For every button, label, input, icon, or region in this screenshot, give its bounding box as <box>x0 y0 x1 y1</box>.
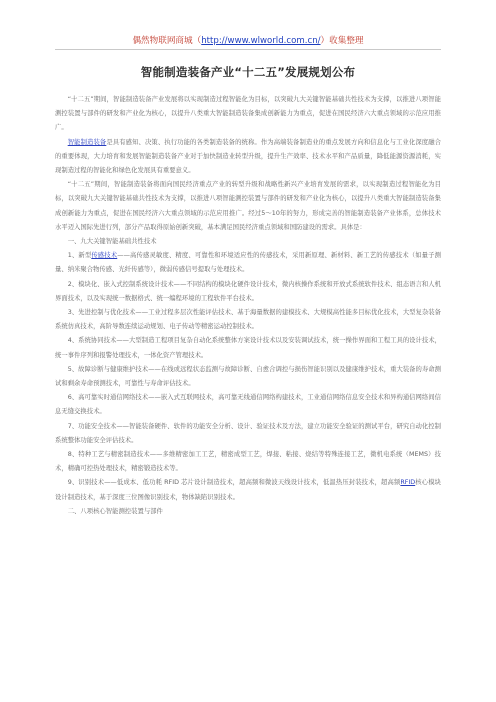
paragraph-intro: “十二五”期间，智能制造装备产业发展将以实现制造过程智能化为目标，以突破九大关键智能基础共性技术为支撑，以推进八项智能测控装置与部件的研发和产业化为核心，以提升八类重大智能制造装备集成创新能力为重点，促进在国民经济六大重点领域的示范应用推广。 <box>55 96 441 132</box>
list-item-9: 9、识别技术——低成本、低功耗 RFID 芯片设计制造技术，超高频和微波天线设计技术，低温热压封装技术，超高频RFID核心模块设计制造技术，基于深度三位图像识别技术，物体缺陷识别技术。 <box>55 479 441 501</box>
list-item-5: 5、故障诊断与健康维护技术——在线或远程状态监测与故障诊断、自愈合调控与损伤智能识别以及健康维护技术，重大装备的寿命测试和剩余寿命预测技术，可靠性与寿命评估技术。 <box>55 365 441 388</box>
list-item-6: 6、高可靠实时通信网络技术——嵌入式互联网技术，高可靠无线通信网络构建技术，工业通信网络信息安全技术和异构通信网络间信息无缝交换技术。 <box>55 394 441 416</box>
paragraph-definition: 智能制造装备是具有感知、决策、执行功能的各类制造装备的统称。作为高端装备制造业的重点发展方向和信息化与工业化深度融合的重要体现，大力培育和发展智能制造装备产业对于加快制造业转型升级，提升生产效率、技术水平和产品质量，降低能源资源消耗，实现制造过程的智能化和绿色化发展具有重要意义。 <box>55 138 441 175</box>
section-heading-1: 一、九大关键智能基础共性技术 <box>67 238 157 246</box>
list-item-3: 3、先进控制与优化技术——工业过程多层次性能评估技术、基于海量数据的建模技术、大规模高性能多目标优化技术，大型复杂装备系统仿真技术，高阶导数连续运动规划、电子传动等精密运动控制技术。 <box>55 309 441 331</box>
list-item-2: 2、模块化、嵌入式控制系统设计技术——不同结构的模块化硬件设计技术，微内核操作系统和开放式系统软件技术、组态语言和人机界面技术，以及实现统一数据格式、统一编程环境的工程软件平台技术。 <box>55 280 441 302</box>
list-item-4: 4、系统协同技术——大型制造工程项目复杂自动化系统整体方案设计技术以及安装调试技术，统一操作界面和工程工具的设计技术，统一事件序列和报警处理技术，一体化资产管理技术。 <box>55 337 441 359</box>
page-header <box>55 34 441 50</box>
list-item-1: 1、新型传感技术——高传感灵敏度、精度、可靠性和环境适应性的传感技术，采用新原理、新材料、新工艺的传感技术（如量子测量、纳米聚合物传感、光纤传感等），微弱传感信号提取与处理技术。 <box>55 252 441 274</box>
list-item-8: 8、特种工艺与精密制造技术——多维精密加工工艺，精密成型工艺，焊接、粘接、烧结等特殊连接工艺，微机电系统（MEMS）技术，精确可控热处理技术，精密锻造技术等。 <box>55 451 441 473</box>
section-heading-2: 二、八项核心智能测控装置与部件 <box>67 507 163 515</box>
rfid-link[interactable]: RFID <box>400 479 416 487</box>
article-body <box>55 93 441 519</box>
source-link[interactable]: http://www.wlworld.com.cn/ <box>201 36 321 46</box>
page-title: 智能制造装备产业“十二五”发展规划公布 <box>140 65 356 79</box>
paragraph-goals: “十二五”期间，智能制造装备将面向国民经济重点产业的转型升级和战略性新兴产业培育发展的需求，以实现制造过程智能化为目标，以突破九大关键智能基础共性技术为支撑，以推进八项智能测控装置与部件的研发和产业化为核心，以提升八类重大智能制造装备集成创新能力为重点，促进在国民经济六大重点领域的示范应用推广。经过5～10年的努力，形成完善的智能制造装备产业体系，总体技术水平迈入国际先进行列，部分产品取得原始创新突破，基本满足国民经济重点领域和国防建设的需求。具体是： <box>55 181 441 231</box>
header-prefix: 偶然物联网商城（ <box>132 36 202 46</box>
sensor-tech-link[interactable]: 传感技术 <box>91 252 118 260</box>
smart-equipment-link[interactable]: 智能制造装备 <box>67 138 107 146</box>
list-item-7: 7、功能安全技术——智能装备硬件、软件的功能安全分析、设计、验证技术及方法，建立功能安全验证的测试平台，研究自动化控制系统整体功能安全评估技术。 <box>55 422 441 444</box>
header-suffix: ）收集整理 <box>320 36 364 46</box>
